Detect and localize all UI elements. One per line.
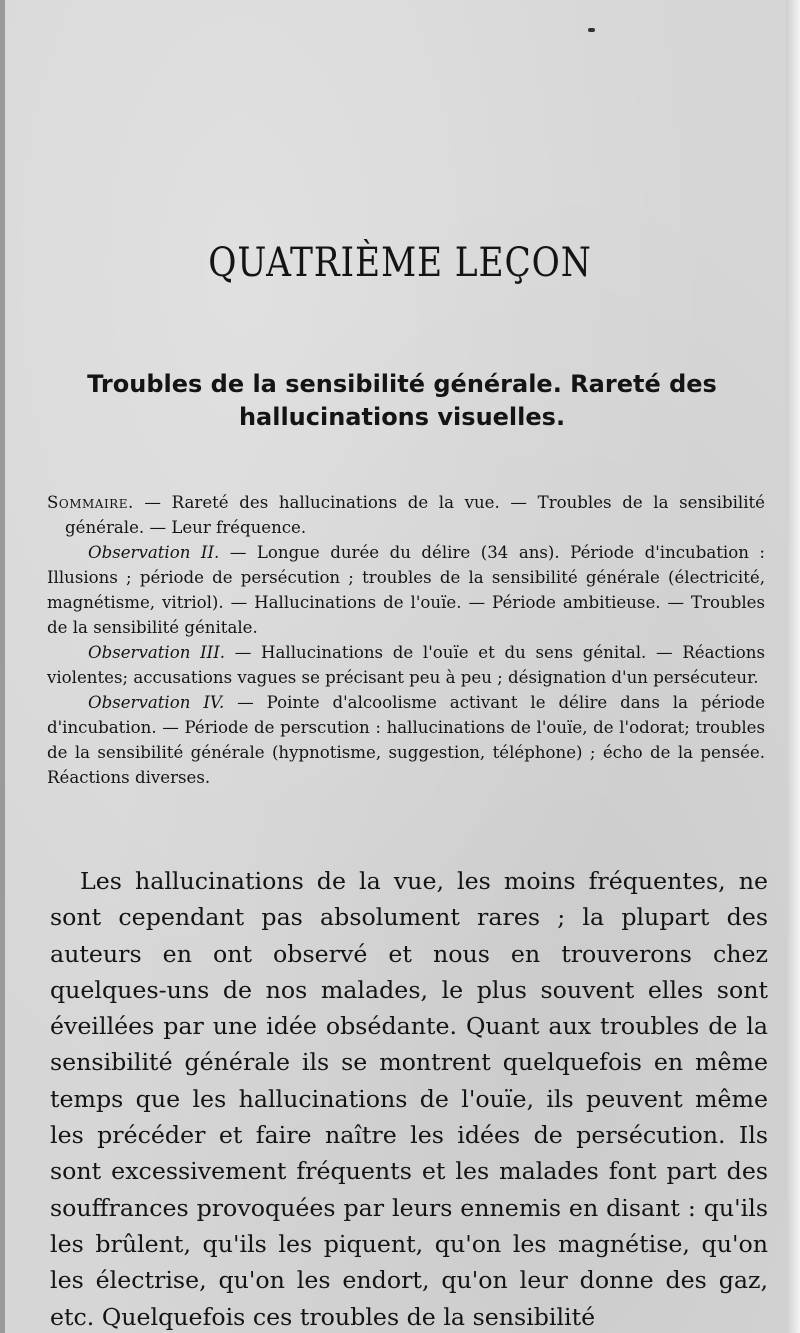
- chapter-summary: [47, 490, 765, 790]
- summary-observation: [47, 690, 765, 790]
- observation-text: — Hallucinations de l'ouïe et du sens génital. — Réactions violentes; accusations vagues se précisant peu à peu ; désignation d'un persécuteur.: [47, 643, 765, 687]
- observation-label: Observation II.: [88, 543, 220, 562]
- observation-text: — Longue durée du délire (34 ans). Période d'incubation : Illusions ; période de persécution ; troubles de la sensibilité générale (électricité, magnétisme, vitriol). — Hallucinations de l'ouïe. — Période ambitieuse. — Troubles de la sensibilité génitale.: [47, 543, 765, 637]
- summary-intro: [47, 490, 765, 540]
- summary-observation: [47, 640, 765, 690]
- chapter-title: QUATRIÈME LEÇON: [208, 240, 592, 286]
- page-right-edge: [786, 0, 800, 1333]
- summary-label: Sommaire.: [47, 493, 134, 512]
- summary-observation: [47, 540, 765, 640]
- ink-speck: [588, 28, 595, 32]
- page-left-edge: [0, 0, 5, 1333]
- chapter-subtitle: Troubles de la sensibilité générale. Rareté des hallucinations visuelles.: [87, 370, 717, 431]
- body-paragraph: Les hallucinations de la vue, les moins fréquentes, ne sont cependant pas absolument rares ; la plupart des auteurs en ont observé et nous en trouverons chez quelques-uns de nos malades, le plus souvent elles sont éveillées par une idée obsédante. Quant aux troubles de la sensibilité générale ils se montrent quelquefois en même temps que les hallucinations de l'ouïe, ils peuvent même les précéder et faire naître les idées de persécution. Ils sont excessivement fréquents et les malades font part des souffrances provoquées par leurs ennemis en disant : qu'ils les brûlent, qu'ils les piquent, qu'on les magnétise, qu'on les électrise, qu'on les endort, qu'on leur donne des gaz, etc. Quelquefois ces troubles de la sensibilité: [50, 867, 768, 1331]
- observation-text: — Pointe d'alcoolisme activant le délire dans la période d'incubation. — Période de perscution : hallucinations de l'ouïe, de l'odorat; troubles de la sensibilité générale (hypnotisme, suggestion, téléphone) ; écho de la pensée. Réactions diverses.: [47, 693, 765, 787]
- observation-label: Observation III.: [88, 643, 226, 662]
- observation-label: Observation IV.: [88, 693, 225, 712]
- summary-intro-text: — Rareté des hallucinations de la vue. — Troubles de la sensibilité générale. — Leur fréquence.: [65, 493, 765, 537]
